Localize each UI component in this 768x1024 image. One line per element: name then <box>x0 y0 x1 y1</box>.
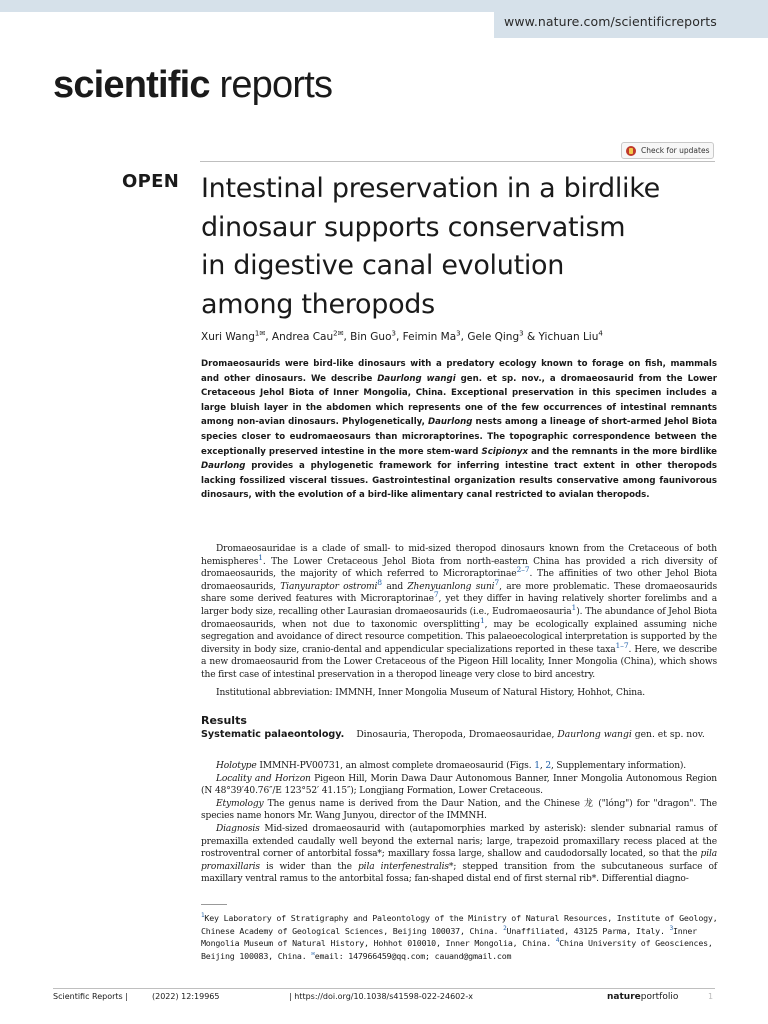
italic-run: Daurlong wangi <box>377 373 456 384</box>
description-paragraph <box>201 773 717 798</box>
open-access-label: OPEN <box>122 171 180 192</box>
institutional-abbreviation: Institutional abbreviation: IMMNH, Inner Mongolia Museum of Natural History, Hohhot, China. <box>216 688 646 698</box>
description-paragraph <box>201 760 717 773</box>
author-name[interactable]: Feimin Ma <box>402 331 457 343</box>
systematic-text-b: gen. et sp. nov. <box>631 729 705 740</box>
citation-ref[interactable]: 8 <box>377 577 382 587</box>
text-run: The genus name is derived from the Daur Nation, and the Chinese 龙 ("lóng") for "dragon". The species name honors Mr. Wang Junyou, director of the IMMNH. <box>201 798 717 822</box>
title-line: among theropods <box>201 288 435 320</box>
text-run: , <box>539 761 546 771</box>
text-run: gen. et sp. nov., a dromaeosaurid from the Lower Cretaceous Jehol Biota of Inner Mongolia, China. Exceptional preservation in this specimen includes a large bluish layer in the abdomen which represents one of the few occurrences of intestinal remnants among non-avian dinosaurs. Phylogenetically, <box>201 373 717 428</box>
journal-logo-bold: scientific <box>53 64 210 106</box>
journal-url[interactable]: www.nature.com/scientificreports <box>504 14 717 29</box>
citation-ref[interactable]: 7 <box>433 590 439 600</box>
nature-portfolio-logo <box>607 992 678 1002</box>
text-run: IMMNH-PV00731, an almost complete dromaeosaurid (Figs. <box>256 761 535 771</box>
text-run: , yet they differ in having relatively shorter forelimbs and a larger body size, recalling other Laurasian dromaeosaurids (i.e., Eudromaeosauria <box>201 594 717 617</box>
author-list: Xuri Wang$^{1✉}$, Andrea Cau$^{2✉}$, Bin Guo$^3$, Feimin Ma$^3$, Gele Qing$^3$ & Yichuan Liu$^4$ <box>201 329 603 343</box>
crossmark-icon <box>626 146 636 156</box>
italic-run: Holotype <box>216 761 257 771</box>
description-paragraph <box>201 823 717 886</box>
journal-logo <box>53 64 332 107</box>
citation-ref[interactable]: 1 <box>201 912 205 920</box>
figure-link[interactable]: 2 <box>545 761 551 771</box>
citation-ref[interactable]: ✉ <box>311 950 315 958</box>
author-affiliation: 4 <box>598 329 603 338</box>
title-line: Intestinal preservation in a birdlike <box>201 173 660 204</box>
citation-ref[interactable]: 1 <box>258 552 263 562</box>
title-line: in digestive canal evolution <box>201 250 565 281</box>
text-run: Mid-sized dromaeosaurid with (autapomorphies marked by asterisk): slender subnarial ramus of premaxilla extended caudally well beyond the external naris; large, trapezoid promaxillary recess placed at the rostroventral corner of antorbital fossa*; maxillary fossa large, shallow and caudodorsally located, so that the <box>201 823 717 860</box>
text-run: . The affinities of two other Jehol Biota dromaeosaurids, <box>201 569 717 592</box>
citation-ref[interactable]: 1 <box>479 615 485 625</box>
italic-run: Scipionyx <box>481 446 528 457</box>
species-description <box>201 760 717 886</box>
systematic-text-a: Dinosauria, Theropoda, Dromaeosauridae, <box>356 729 558 740</box>
author-affiliation: 3 <box>391 329 396 338</box>
italic-run: Locality and Horizon <box>216 773 311 784</box>
abstract <box>201 357 717 503</box>
italic-run: Daurlong <box>201 461 246 472</box>
text-run: Unaffiliated, 43125 Parma, Italy. <box>506 925 670 936</box>
text-run: . Here, we describe a new dromaeosaurid from the Lower Cretaceous of the Pigeon Hill locality, Inner Mongolia (China), which shows the first case of intestinal preservation in a theropod lineage very close to bird ancestry. <box>201 644 717 680</box>
systematic-palaeontology <box>201 729 717 740</box>
text-run: nests among a lineage of short-armed Jehol Biota species closer to eudromaeosaurs than microraptorines. The topographic correspondence between the exceptionally preserved intestine in the more stem-ward <box>201 417 718 457</box>
affiliations-footnote <box>201 912 719 962</box>
author-name[interactable]: Andrea Cau <box>271 331 334 343</box>
author-name[interactable]: Xuri Wang <box>201 331 255 343</box>
text-run: Key Laboratory of Stratigraphy and Paleontology of the Ministry of Natural Resources, Institute of Geology, Chinese Academy of Geological Sciences, Beijing 100037, China. <box>201 913 718 936</box>
text-run: ). The abundance of Jehol Biota dromaeosaurids, when not due to taxonomic oversplitting <box>201 606 718 630</box>
author-name[interactable]: Bin Guo <box>350 331 392 343</box>
systematic-species: Daurlong wangi <box>557 729 632 740</box>
italic-run: pila promaxillaris <box>201 849 717 872</box>
citation-ref[interactable]: 2 <box>503 924 507 932</box>
footer-volume: (2022) 12:19965 <box>152 992 220 1001</box>
citation-ref[interactable]: 3 <box>669 924 673 932</box>
top-banner <box>0 0 768 12</box>
italic-run: Diagnosis <box>216 823 260 834</box>
brand-bold: nature <box>607 992 641 1002</box>
footnote-divider <box>201 904 227 905</box>
text-run: Inner Mongolia Museum of Natural History, Hohhot 010010, Inner Mongolia, China. <box>201 925 697 949</box>
footer-divider <box>53 988 715 989</box>
author-affiliation: 2✉ <box>333 329 344 338</box>
author-name[interactable]: Yichuan Liu <box>538 331 599 343</box>
check-for-updates-label: Check for updates <box>641 146 710 155</box>
brand-rest: portfolio <box>640 992 679 1002</box>
results-heading: Results <box>201 714 247 727</box>
intro-paragraph <box>201 543 717 682</box>
italic-run: Tianyuraptor ostromi <box>280 581 378 592</box>
italic-run: pila interfenestralis <box>358 861 449 872</box>
italic-run: Etymology <box>216 798 264 809</box>
text-run: *; stepped transition from the subcutaneous surface of maxillary ventral ramus to the antorbital fossa; fan-shaped distal end of first sternal rib*. Differential diagno- <box>201 861 718 885</box>
author-affiliation: 3 <box>456 329 461 338</box>
citation-ref[interactable]: 1 <box>571 602 577 612</box>
text-run: China University of Geosciences, Beijing 100083, China. <box>201 938 713 961</box>
citation-ref[interactable]: 4 <box>555 937 560 945</box>
citation-ref[interactable]: 1–7 <box>615 640 629 650</box>
author-affiliation: 1✉ <box>254 329 266 338</box>
text-run: and the remnants in the more birdlike <box>528 446 717 457</box>
author-name[interactable]: Gele Qing <box>467 331 520 343</box>
text-run: is wider than the <box>259 861 359 872</box>
description-paragraph <box>201 798 717 823</box>
text-run: Dromaeosaurids were bird-like dinosaurs with a predatory ecology known to forage on fish, mammals and other dinosaurs. We describe <box>201 359 717 384</box>
article-title <box>201 170 741 324</box>
text-run: Dromaeosauridae is a clade of small- to mid-sized theropod dinosaurs known from the Cretaceous of both hemispheres <box>201 544 717 567</box>
italic-run: Daurlong <box>428 417 473 428</box>
figure-link[interactable]: 1 <box>534 761 540 771</box>
footer-journal: Scientific Reports | <box>53 992 128 1001</box>
header-divider <box>200 161 715 162</box>
text-run: Pigeon Hill, Morin Dawa Daur Autonomous Banner, Inner Mongolia Autonomous Region (N 48°39′40.76″/E 123°52′ 41.15″); Longjiang Formation, Lower Cretaceous. <box>201 773 717 797</box>
author-affiliation: 3 <box>519 329 524 338</box>
text-run: provides a phylogenetic framework for inferring intestine tract extent in other theropods lacking fossilized visceral tissues. Gastrointestinal organization results conservative among faunivorous dinosaurs, with the evolution of a bird-like alimentary canal restricted to avialan theropods. <box>201 461 717 501</box>
systematic-heading: Systematic palaeontology. <box>201 729 345 740</box>
text-run: , are more problematic. These dromaeosaurids share some derived features with Microraptorinae <box>201 581 717 605</box>
footer-doi-link[interactable]: | https://doi.org/10.1038/s41598-022-24602-x <box>289 992 473 1001</box>
italic-run: Zhenyuanlong suni <box>407 581 495 592</box>
text-run: , may be ecologically explained assuming niche segregation and avoidance of direct resource competition. This palaeoecological interpretation is supported by the diversity in body size, cranio-dental and appendicular specializations reported in these taxa <box>201 619 717 655</box>
text-run: and <box>381 581 408 592</box>
text-run: email: 147966459@qq.com; cauand@gmail.com <box>314 950 512 961</box>
title-line: dinosaur supports conservatism <box>201 211 626 243</box>
journal-logo-rest: reports <box>209 64 333 106</box>
citation-ref[interactable]: 7 <box>494 577 500 587</box>
page-number: 1 <box>708 992 714 1001</box>
text-run: . The Lower Cretaceous Jehol Biota from north-eastern China has provided a rich diversity of dromaeosaurids, the majority of which referred to Microraptorinae <box>201 556 717 580</box>
citation-ref[interactable]: 2–7 <box>516 565 530 575</box>
text-run: , Supplementary information). <box>550 761 687 771</box>
check-for-updates-button[interactable] <box>621 142 714 159</box>
